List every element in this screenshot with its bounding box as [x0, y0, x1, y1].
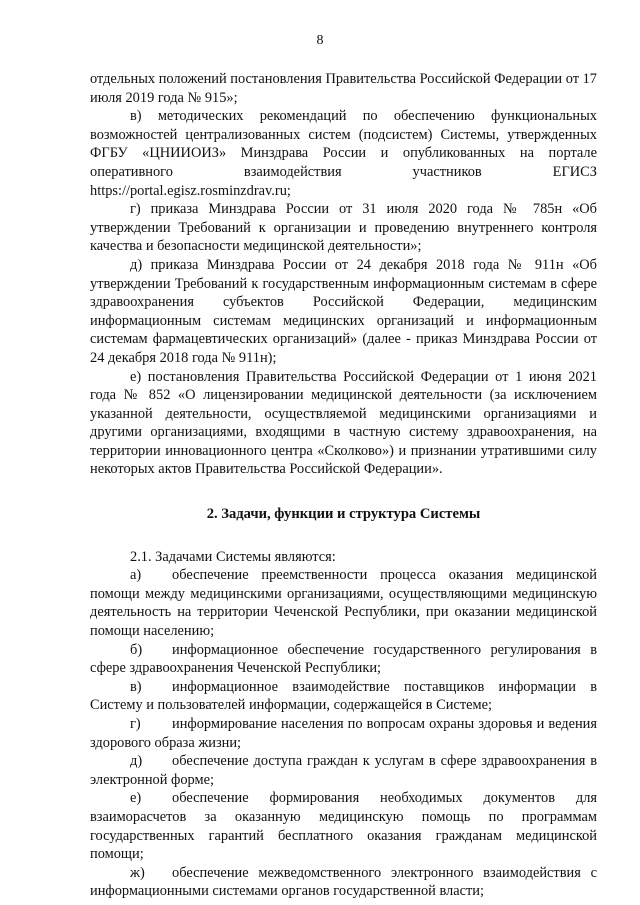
list-item-marker: б)	[130, 641, 143, 658]
paragraph-item-v: в) методических рекомендаций по обеспечению функциональных возможностей централизованных систем (подсистем) Системы, утвержденных ФГБУ «ЦНИИОИЗ» Минздрава России и опубликованных на портале оперативного взаимодействия участников ЕГИСЗ https://portal.egisz.rosminzdrav.ru;	[90, 108, 597, 199]
list-item	[90, 678, 597, 715]
paragraph-item-g: г) приказа Минздрава России от 31 июля 2020 года № 785н «Об утверждении Требований к организации и проведению внутреннего контроля качества и безопасности медицинской деятельности»;	[90, 201, 597, 255]
list-item-marker: е)	[130, 790, 142, 807]
list-item	[90, 864, 597, 901]
list-item	[90, 789, 597, 863]
tasks-intro: 2.1. Задачами Системы являются:	[130, 548, 336, 565]
list-item-marker: а)	[130, 567, 142, 584]
list-item-text: информационное обеспечение государственного регулирования в сфере здравоохранения Чеченской Республики;	[90, 641, 597, 677]
section-heading: 2. Задачи, функции и структура Системы	[206, 506, 481, 523]
paragraph-continuation: отдельных положений постановления Правительства Российской Федерации от 17 июля 2019 года № 915»;	[90, 71, 597, 106]
list-item-text: обеспечение доступа граждан к услугам в сфере здравоохранения в электронной форме;	[90, 753, 597, 788]
list-item	[90, 566, 597, 640]
list-item-text: информационное взаимодействие поставщиков информации в Систему и пользователей информации, содержащейся в Системе;	[90, 678, 597, 714]
list-item-text: обеспечение межведомственного электронного взаимодействия с информационными системами органов государственной власти;	[90, 864, 597, 900]
page-number: 8	[316, 33, 324, 48]
list-item-text: обеспечение формирования необходимых документов для взаиморасчетов за оказанную медицинскую помощь по программам государственных гарантий бесплатного оказания гражданам медицинской помощи;	[90, 790, 597, 863]
list-item	[90, 715, 597, 752]
list-item-marker: д)	[130, 753, 143, 770]
list-item-marker: в)	[130, 678, 142, 695]
paragraph-item-e: е) постановления Правительства Российской Федерации от 1 июня 2021 года № 852 «О лицензировании медицинской деятельности (за исключением указанной деятельности, осуществляемой медицинскими организациями и другими организациями, входящими в частную систему здравоохранения, на территории инновационного центра «Сколково») и признании утратившими силу некоторых актов Правительства Российской Федерации».	[90, 368, 597, 478]
list-item-marker: ж)	[130, 864, 145, 881]
paragraph-item-d: д) приказа Минздрава России от 24 декабря 2018 года № 911н «Об утверждении Требований к государственным информационным системам в сфере здравоохранения субъектов Российской Федерации, медицинским информационным системам медицинских организаций и информационным системам фармацевтических организаций» (далее - приказ Минздрава России от 24 декабря 2018 года № 911н);	[90, 256, 597, 366]
list-item-marker: г)	[130, 716, 141, 732]
list-item	[90, 641, 597, 678]
list-item	[90, 752, 597, 789]
list-item-text: обеспечение преемственности процесса оказания медицинской помощи между медицинскими организациями, осуществляющими медицинскую деятельность на территории Чеченской Республики, при оказании медицинской помощи населению;	[90, 567, 597, 640]
document-body	[90, 70, 597, 901]
list-item-text: информирование населения по вопросам охраны здоровья и ведения здорового образа жизни;	[90, 716, 597, 751]
